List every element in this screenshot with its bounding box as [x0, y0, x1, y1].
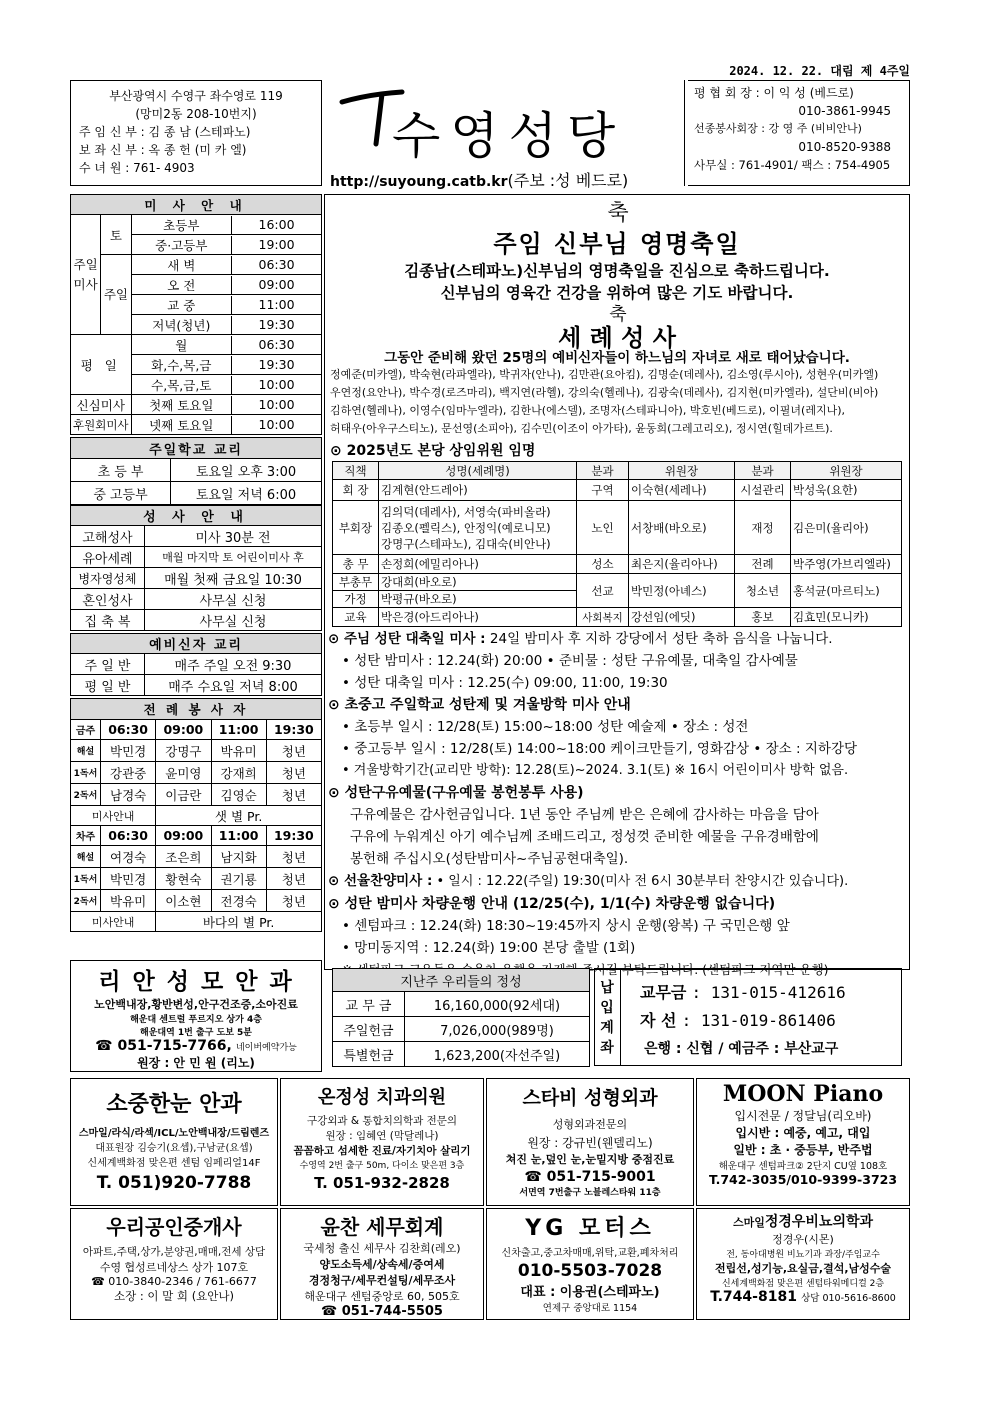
- eye-clinic-phone-line: [71, 1038, 321, 1054]
- offering-value: 7,026,000(989명): [405, 1017, 590, 1042]
- ad-sojunghan-eye: [70, 1078, 278, 1206]
- committee-head: 직책: [333, 462, 379, 480]
- ad-line: 신세계백화점 맞은편 센텀 임페리얼14F: [87, 1158, 261, 1169]
- sacrament-row-value: 매월 첫째 금요일 10:30: [145, 568, 322, 589]
- server-name: 김영순: [211, 784, 266, 806]
- sacrament-row-label: 고해성사: [71, 526, 145, 547]
- school-title: 주일학교 교리: [71, 438, 322, 459]
- baptism-names-line: 김하연(헬레나), 이영수(임마누엘라), 김한나(에스델), 조명자(스테파니아), 박호빈(베드로), 이필녀(레지나),: [330, 404, 845, 417]
- servers-table: [70, 698, 322, 932]
- offering-table-wrap: [332, 968, 590, 1067]
- sacrament-row-label: 병자영성체: [71, 568, 145, 589]
- offering-label: 교 무 금: [333, 992, 405, 1017]
- notice-christmas-mass: [328, 628, 908, 650]
- committee-chair: 김효민(모니카): [791, 608, 902, 627]
- notice-note: ※ 센텀파크 교우들은 승용차 운행을 자제해 주시길 부탁드립니다. (센텀파크 지역만 운행): [342, 962, 829, 977]
- mass-row-time: 10:00: [258, 377, 295, 392]
- notice-bullet: • 초등부 일시 : 12/28(토) 15:00~18:00 성탄 예술제 • 장소 : 성전: [342, 719, 749, 735]
- ad-line: 연제구 중앙대로 1154: [542, 1303, 638, 1314]
- committee-table: [332, 461, 902, 627]
- servers-title: 전 례 봉 사 자: [71, 699, 322, 720]
- ad-phone: ☎ 051-744-5505: [321, 1304, 443, 1319]
- mass-guide-label: 미사안내: [71, 806, 156, 826]
- server-name: 윤미영: [156, 762, 211, 784]
- committee-chair: 박주영(가브리엘라): [791, 555, 902, 574]
- mass-row-name: 초등부: [132, 216, 232, 234]
- server-name: 박유미: [211, 740, 266, 762]
- account-bank: 은행 : 신협 / 예금주 : 부산교구: [644, 1041, 839, 1057]
- baptism-subtitle: 그동안 준비해 왔던 25명의 예비신자들이 하느님의 자녀로 새로 태어났습니다.: [384, 350, 850, 366]
- account-label-char: 계: [600, 1020, 614, 1036]
- account-tuition: [640, 980, 846, 1003]
- mass-row-name: 교 중: [132, 296, 232, 314]
- mass-row-time: 06:30: [258, 337, 295, 352]
- account-label-char: 입: [600, 1000, 614, 1016]
- server-name: 강재희: [211, 762, 266, 784]
- committee-chair: 서창배(바오로): [629, 501, 735, 555]
- offering-label: 주일헌금: [333, 1017, 405, 1042]
- ad-yg-motors: [486, 1208, 694, 1320]
- ad-line: 정경우(시몬): [772, 1233, 834, 1246]
- office-phone: 사무실 : 761-4901/ 팩스 : 754-4905: [694, 158, 891, 172]
- account-charity-label: 자 선: [640, 1011, 677, 1030]
- feast-line2: 신부님의 영육간 건강을 위하여 많은 기도 바랍니다.: [440, 284, 794, 302]
- server-name: 권기룡: [211, 868, 266, 890]
- feast-line1: 김종남(스테파노)신부님의 영명축일을 진심으로 축하드립니다.: [404, 262, 830, 280]
- offering-value: 16,160,000(92세대): [405, 992, 590, 1017]
- sacrament-title: 성 사 안 내: [71, 506, 322, 526]
- school-table: [70, 437, 322, 505]
- mass-guide-value: 샛 별 Pr.: [156, 806, 322, 826]
- notice-line: 구유에 누워계신 아기 예수님께 조배드리고, 정성껏 준비한 예물을 구유경배함에: [350, 829, 819, 845]
- committee-division: 홍보: [735, 608, 791, 627]
- server-name: 청년: [266, 890, 321, 912]
- sacrament-row-label: 유아세례: [71, 547, 145, 568]
- account-charity: [640, 1008, 836, 1031]
- assistant-line: 보 좌 신 부 : 옥 종 헌 (미 카 엘): [79, 143, 247, 157]
- mass-row-time: 16:00: [258, 217, 295, 232]
- committee-name: 손정희(에밀리아나): [379, 555, 577, 574]
- ad-line: 해운대구 센텀파크② 2단지 CU옆 108호: [718, 1161, 888, 1172]
- eye-clinic-addr1: 해운대 센트럴 푸르지오 상가 4층: [130, 1015, 262, 1025]
- notice-line: 구유예물은 감사헌금입니다. 1년 동안 주님께 받은 은혜에 감사하는 마음을 담아: [350, 807, 819, 823]
- servers-head: 11:00: [211, 826, 266, 846]
- header-left-info: [70, 80, 322, 186]
- committee-head: 성명(세례명): [379, 462, 577, 480]
- bulletin-patron: (주보 :성 베드로): [507, 171, 629, 190]
- catechumen-title: 예비신자 교리: [71, 634, 322, 654]
- server-name: 강관중: [101, 762, 156, 784]
- server-name: 강명구: [156, 740, 211, 762]
- committee-role: 총 무: [333, 555, 379, 574]
- ad-line: 전, 동아대병원 비뇨기과 과장/주임교수: [726, 1250, 880, 1260]
- account-charity-number: : 131-019-861406: [681, 1011, 836, 1030]
- committee-chair: 이숙현(세레나): [629, 480, 735, 501]
- eye-clinic-director: 원장 : 안 민 원 (리노): [137, 1056, 255, 1070]
- feast-title: 주임 신부님 영명축일: [493, 230, 741, 258]
- mass-row-name: 오 전: [132, 276, 232, 294]
- server-name: 청년: [266, 846, 321, 868]
- ad-line: 국세청 출신 세무사 김찬희(레오): [303, 1242, 461, 1255]
- ad-line: 입시전문 / 정달님(리오바): [734, 1109, 872, 1123]
- baptism-names-line: 정예준(미카엘), 박숙현(라파엘라), 박귀자(안나), 김만관(요아킴), 김명순(데레사), 김소영(루시아), 성현우(미카엘): [330, 368, 879, 381]
- ad-phone: T.744-8181: [710, 1289, 797, 1305]
- ad-line: 아파트,주택,상가,분양권,매매,전세 상담: [82, 1246, 266, 1258]
- left-column: [70, 194, 322, 960]
- servers-head: 09:00: [156, 826, 211, 846]
- server-role: 1독서: [71, 762, 101, 784]
- ad-phone-line: [697, 1289, 909, 1305]
- ad-line: 소장 : 이 말 희 (요안나): [114, 1289, 234, 1303]
- ad-starbi-plastic: [486, 1078, 694, 1206]
- mass-row-name: 월: [132, 336, 232, 354]
- servers-head: 19:30: [266, 720, 321, 740]
- mass-row-time: 19:00: [258, 237, 295, 252]
- sacrament-table: [70, 505, 322, 631]
- ad-phone: ☎ 051-715-9001: [524, 1169, 656, 1185]
- account-vertical-label: [594, 978, 620, 1058]
- mass-row-time: 09:00: [258, 277, 295, 292]
- sacrament-row-label: 집 축 복: [71, 610, 145, 631]
- notice-bullet: • 성탄 밤미사 : 12.24(화) 20:00 • 준비물 : 성탄 구유예물, 대축일 감사예물: [342, 653, 798, 669]
- committee-division: 선교: [577, 574, 629, 608]
- server-name: 청년: [266, 784, 321, 806]
- church-address-detail: (망미2동 208-10번지): [135, 107, 257, 121]
- ad-line: 신차출고,중고차매매,위탁,교환,폐차처리: [501, 1248, 679, 1259]
- ad-phone-secondary: 상담 010-5616-8600: [801, 1293, 896, 1304]
- committee-division: 청소년: [735, 574, 791, 608]
- ad-phone: ☎ 010-3840-2346 / 761-6677: [91, 1275, 257, 1288]
- ad-jung-urology: [696, 1208, 910, 1320]
- sunday-mass-label: 주일미사: [71, 215, 101, 335]
- baptism-names-line: 허태우(아우구스티노), 문선영(소피아), 김수민(이조이 아가타), 윤동희(그레고리오), 정시연(힐데가르트).: [330, 422, 833, 435]
- sacrament-row-value: 매월 마지막 토 어린이미사 후: [145, 547, 322, 568]
- school-row-label: 초 등 부: [71, 459, 171, 482]
- mass-row-name: 수,목,금,토: [132, 376, 232, 394]
- notice-line: 봉헌해 주십시오(성탄밤미사~주님공현대축일).: [350, 851, 629, 867]
- pastor-line: 주 임 신 부 : 김 종 남 (스테파노): [79, 125, 251, 139]
- support-mass-label: 후원회미사: [71, 415, 132, 435]
- ad-phone: T. 051)920-7788: [96, 1173, 252, 1193]
- church-logo: [330, 82, 682, 166]
- offering-value: 1,623,200(자선주일): [405, 1042, 590, 1067]
- server-name: 남지화: [211, 846, 266, 868]
- ad-yunchan-tax: [280, 1208, 484, 1320]
- server-name: 조은희: [156, 846, 211, 868]
- notices: [328, 628, 908, 981]
- server-role: 해설: [71, 846, 101, 868]
- notice-bullet: • 센텀파크 : 12.24(화) 18:30~19:45까지 상시 운행(왕복) 구 국민은행 앞: [342, 918, 790, 934]
- server-role: 2독서: [71, 784, 101, 806]
- committee-name: 강명구(스테파노), 김대숙(비안나): [381, 536, 551, 551]
- feast-badge-text: 축: [607, 201, 629, 226]
- notice-bullet: • 겨울방학기간(교리만 방학): 12.28(토)~2024. 3.1(토) ※ 16시 어린이미사 방학 없음.: [342, 763, 849, 778]
- header-divider: [684, 80, 685, 186]
- mass-row-name: 화,수,목,금: [132, 356, 232, 374]
- parish-url-line: [330, 168, 628, 191]
- committee-role: 부회장: [333, 501, 379, 555]
- notice-title: ⊙ 성탄 밤미사 차량운행 안내 (12/25(수), 1/1(수) 차량운행 없습니다): [328, 896, 776, 912]
- mass-row-time: 11:00: [258, 297, 295, 312]
- ad-line: 서면역 7번출구 노블레스타워 11층: [519, 1188, 661, 1198]
- ad-line: 원장 : 임혜연 (막달레나): [325, 1130, 439, 1142]
- ad-line: 해운대구 센텀중앙로 60, 505호: [304, 1290, 460, 1303]
- committee-division: 사회복지: [577, 608, 629, 627]
- committee-name: 강대희(바오로): [379, 574, 577, 591]
- committee-chair: 홍석균(마르티노): [791, 574, 902, 608]
- ad-phone: T.742-3035/010-9399-3723: [708, 1172, 898, 1187]
- notice-bullet: • 중고등부 일시 : 12/28(토) 14:00~18:00 케이크만들기, 영화감상 • 장소 : 지하강당: [342, 741, 858, 757]
- server-name: 이금란: [156, 784, 211, 806]
- catechumen-table: [70, 633, 322, 696]
- account-label-char: 좌: [600, 1040, 614, 1056]
- saturday-label: 토: [101, 215, 131, 255]
- mass-row-time: 19:30: [258, 317, 295, 332]
- committee-chair: 김은미(율리아): [791, 501, 902, 555]
- ad-title: 정경우비뇨의학과: [764, 1214, 874, 1230]
- server-name: 황현숙: [156, 868, 211, 890]
- account-label-char: 납: [600, 980, 614, 996]
- server-name: 청년: [266, 740, 321, 762]
- mass-row-name: 넷째 토요일: [132, 416, 232, 434]
- ad-line: 입시반 : 예중, 예고, 대입: [735, 1126, 871, 1140]
- committee-role: 교육: [333, 608, 379, 627]
- mass-row-time: 06:30: [258, 257, 295, 272]
- sacrament-row-value: 사무실 신청: [145, 610, 322, 631]
- baptism-names: [330, 366, 908, 438]
- parish-url[interactable]: http://suyoung.catb.kr: [330, 174, 508, 190]
- catechumen-row-label: 주 일 반: [71, 654, 145, 675]
- mass-row-time: 10:00: [258, 397, 295, 412]
- ad-line: 일반 : 초 · 중등부, 반주법: [733, 1143, 873, 1157]
- ad-line: 전립선,성기능,요실금,결석,남성수술: [714, 1262, 892, 1275]
- notice-bullet: • 망미동지역 : 12.24(화) 19:00 본당 출발 (1회): [342, 940, 636, 956]
- church-address: 부산광역시 수영구 좌수영로 119: [109, 89, 283, 103]
- servers-head: 금주: [71, 720, 101, 740]
- baptism-names-line: 우연정(요안나), 박수경(로즈마리), 백지연(라헬), 강의숙(헬레나), 김광숙(데레사), 김지현(미카엘라), 설단비(비아): [330, 386, 879, 399]
- eye-clinic-addr2: 해운대역 1번 출구 도보 5분: [140, 1028, 252, 1038]
- committee-division: 성소: [577, 555, 629, 574]
- account-divider: [620, 968, 621, 1066]
- committee-division: 노인: [577, 501, 629, 555]
- ad-line: 수영 협성르네상스 상가 107호: [99, 1261, 249, 1274]
- committee-chair: 최은지(율리아나): [629, 555, 735, 574]
- committee-head: 분과: [735, 462, 791, 480]
- mass-row-name: 첫째 토요일: [132, 396, 232, 414]
- eye-clinic-name: 리 안 성 모 안 과: [98, 969, 294, 995]
- server-role: 1독서: [71, 868, 101, 890]
- committee-division: 구역: [577, 480, 629, 501]
- sacrament-row-value: 사무실 신청: [145, 589, 322, 610]
- devotion-mass-label: 신심미사: [71, 395, 132, 415]
- committee-table-wrap: [332, 461, 902, 627]
- header-right-info: [688, 80, 910, 186]
- committee-title: ⊙ 2025년도 본당 상임위원 임명: [330, 443, 536, 459]
- ad-woori-realty: [70, 1208, 278, 1320]
- server-name: 박유미: [101, 890, 156, 912]
- eye-clinic-naver: 네이버예약가능: [235, 1043, 297, 1053]
- committee-division: 재정: [735, 501, 791, 555]
- ad-phone: T. 051-932-2828: [314, 1174, 450, 1192]
- account-tuition-number: : 131-015-412616: [691, 983, 846, 1002]
- committee-role: 부총무: [333, 574, 379, 591]
- service-phone: 010-8520-9388: [798, 140, 891, 154]
- offering-label: 특별헌금: [333, 1042, 405, 1067]
- ad-line: 대표 : 이용권(스테파노): [520, 1285, 660, 1300]
- mass-row-name: 저녁(청년): [132, 316, 232, 334]
- weekday-label: 평 일: [71, 335, 132, 395]
- church-logo-text: 수영성당: [392, 107, 626, 165]
- ad-title: 윤찬 세무회계: [320, 1215, 444, 1239]
- sunday-label: 주일: [101, 255, 131, 335]
- mass-row-time: 10:00: [258, 417, 295, 432]
- ad-title: 온정성 치과의원: [318, 1087, 446, 1108]
- ad-line: 대표원장 김승기(요셉),구남균(요셉): [95, 1143, 253, 1154]
- committee-division: 시설관리: [735, 480, 791, 501]
- account-tuition-label: 교무금: [640, 983, 687, 1002]
- council-phone: 010-3861-9945: [798, 104, 891, 118]
- notice-text: • 일시 : 12.22(주일) 19:30(미사 전 6시 30분부터 찬양시간 있습니다).: [432, 874, 849, 889]
- ad-title: 우리공인중개사: [106, 1215, 242, 1239]
- mass-guide-value: 바다의 별 Pr.: [156, 912, 322, 932]
- eye-clinic-phone: ☎ 051-715-7766,: [95, 1038, 232, 1054]
- ad-phone: 010-5503-7028: [517, 1261, 663, 1281]
- committee-division: 전례: [735, 555, 791, 574]
- notice-text: 24일 밤미사 후 지하 강당에서 성탄 축하 음식을 나눕니다.: [485, 631, 833, 647]
- mass-row-name: 새 벽: [132, 256, 232, 274]
- notice-bullet: • 성탄 대축일 미사 : 12.25(수) 09:00, 11:00, 19:30: [342, 675, 668, 691]
- school-row-value: 토요일 오후 3:00: [171, 459, 322, 482]
- committee-head: 분과: [577, 462, 629, 480]
- committee-chair: 박성욱(요한): [791, 480, 902, 501]
- committee-name: 김계현(안드레아): [379, 480, 577, 501]
- eye-clinic-desc: 노안백내장,황반변성,안구건조증,소아진료: [94, 998, 298, 1011]
- ad-line: 쳐진 눈,덮인 눈,눈밑지방 중점진료: [505, 1153, 675, 1166]
- school-row-label: 중 고등부: [71, 482, 171, 505]
- ad-title-prefix: 스마일: [732, 1216, 765, 1229]
- notice-title: ⊙ 초중고 주일학교 성탄제 및 겨울방학 미사 안내: [328, 697, 631, 713]
- committee-role: 회 장: [333, 480, 379, 501]
- committee-role: 가정: [333, 591, 379, 608]
- baptism-title: 세 례 성 사: [558, 324, 676, 352]
- notice-title: ⊙ 주님 성탄 대축일 미사 :: [328, 631, 486, 647]
- committee-head: 위원장: [791, 462, 902, 480]
- server-name: 청년: [266, 762, 321, 784]
- ad-title: 스타비 성형외과: [522, 1087, 658, 1109]
- server-name: 박민경: [101, 740, 156, 762]
- server-role: 해설: [71, 740, 101, 762]
- ad-line: 원장 : 강규빈(웬델리노): [527, 1136, 653, 1150]
- mass-schedule-table: [70, 194, 322, 435]
- notice-hymn-mass: [328, 870, 908, 893]
- ad-title-line: [697, 1211, 909, 1231]
- catechumen-row-label: 평 일 반: [71, 675, 145, 696]
- server-role: 2독서: [71, 890, 101, 912]
- committee-head: 위원장: [629, 462, 735, 480]
- servers-head: 19:30: [266, 826, 321, 846]
- baptism-badge-text: 축: [609, 304, 627, 325]
- committee-name: 김종오(펠릭스), 안정익(예로니모): [381, 520, 551, 535]
- school-row-value: 토요일 저녁 6:00: [171, 482, 322, 505]
- ad-title: 소중한눈 안과: [106, 1092, 242, 1117]
- ad-moon-piano: [696, 1078, 910, 1206]
- server-name: 전경숙: [211, 890, 266, 912]
- servers-head: 06:30: [101, 720, 156, 740]
- mass-row-time: 19:30: [258, 357, 295, 372]
- offering-table: [332, 968, 590, 1067]
- mass-title: 미 사 안 내: [71, 195, 322, 215]
- eye-clinic-ad: [70, 960, 322, 1072]
- mass-row-name: 중·고등부: [132, 236, 232, 254]
- ad-onjungsung-dental: [280, 1078, 484, 1206]
- ad-line: 스마일/라식/라섹/ICL/노안백내장/드림렌즈: [78, 1128, 270, 1139]
- committee-name: 박은경(아드리아나): [379, 608, 577, 627]
- servers-head: 11:00: [211, 720, 266, 740]
- council-president: 평 협 회 장 : 이 익 성 (베드로): [694, 86, 854, 100]
- service-president: 선종봉사회장 : 강 영 주 (비비안나): [694, 122, 862, 135]
- ad-line: 성형외과전문의: [552, 1118, 628, 1131]
- ad-line: 수영역 2번 출구 50m, 다이소 맞은편 3층: [299, 1161, 465, 1171]
- notice-title: ⊙ 성탄구유예물(구유예물 봉헌봉투 사용): [328, 785, 584, 801]
- nun-line: 수 녀 원 : 761- 4903: [79, 161, 195, 175]
- server-name: 청년: [266, 868, 321, 890]
- ad-line: 꼼꼼하고 섬세한 진료/자기치아 살리기: [293, 1145, 471, 1157]
- catechumen-row-value: 매주 주일 오전 9:30: [145, 654, 322, 675]
- committee-chair: 강선임(에딧): [629, 608, 735, 627]
- servers-head: 차주: [71, 826, 101, 846]
- issue-date: 2024. 12. 22. 대림 제 4주일: [729, 64, 910, 78]
- ad-line: 양도소득세/상속세/증여세: [319, 1258, 445, 1271]
- ad-title: YG 모터스: [525, 1216, 655, 1241]
- servers-head: 09:00: [156, 720, 211, 740]
- ad-line: 구강외과 & 통합치의학과 전문의: [306, 1115, 458, 1127]
- sacrament-row-value: 미사 30분 전: [145, 526, 322, 547]
- ad-title: MOON Piano: [722, 1081, 884, 1107]
- ad-line: 경정청구/세무컨설팅/세무조사: [308, 1274, 456, 1287]
- committee-name: 김의덕(데레사), 서영숙(파비올라): [381, 504, 551, 519]
- sacrament-row-label: 혼인성사: [71, 589, 145, 610]
- server-name: 남경숙: [101, 784, 156, 806]
- server-name: 박민경: [101, 868, 156, 890]
- committee-name: 박평규(바오로): [379, 591, 577, 608]
- ad-line: 신세계백화점 맞은편 센텀타워메디컬 2층: [721, 1279, 885, 1289]
- server-name: 이소현: [156, 890, 211, 912]
- catechumen-row-value: 매주 수요일 저녁 8:00: [145, 675, 322, 696]
- servers-head: 06:30: [101, 826, 156, 846]
- mass-guide-label: 미사안내: [71, 912, 156, 932]
- notice-title: ⊙ 선율찬양미사 :: [328, 873, 433, 889]
- offering-title: 지난주 우리들의 정성: [333, 969, 590, 992]
- committee-chair: 박민정(아녜스): [629, 574, 735, 608]
- feast-badge: [588, 196, 648, 227]
- server-name: 여경숙: [101, 846, 156, 868]
